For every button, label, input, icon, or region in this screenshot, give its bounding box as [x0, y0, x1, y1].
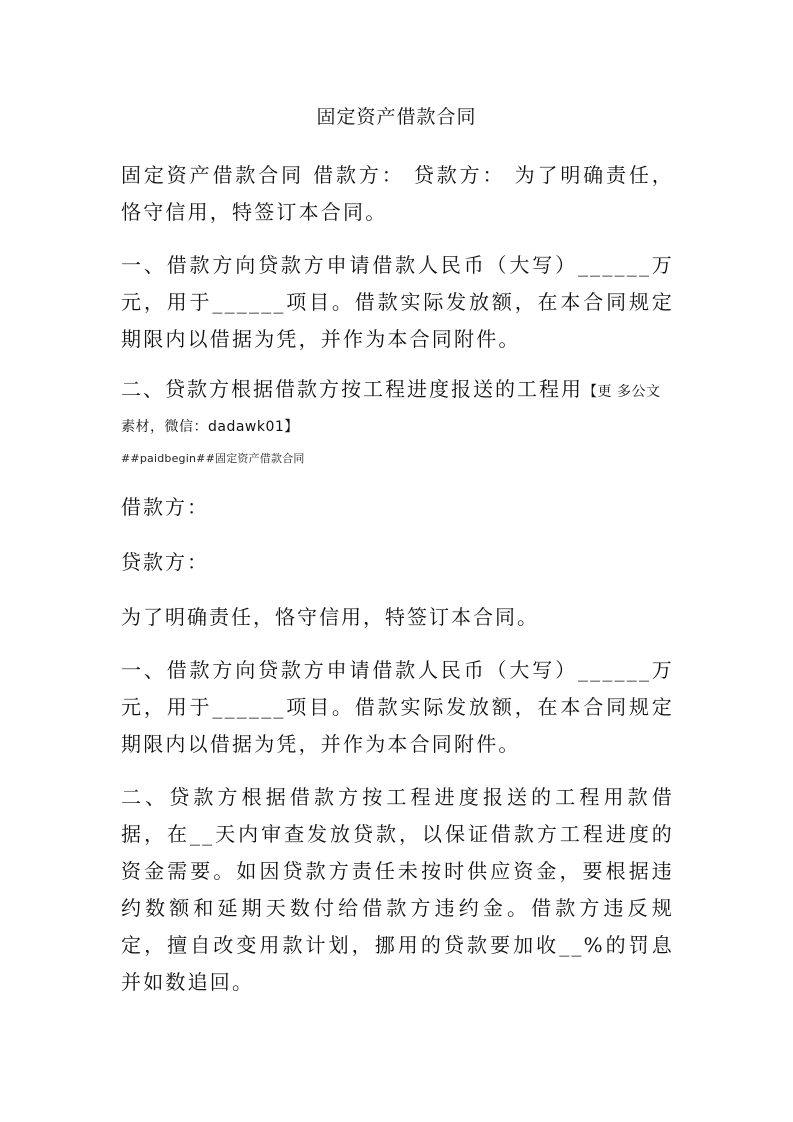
- clause-one-repeat-paragraph: 一、借款方向贷款方申请借款人民币（大写）______万元，用于______项目。借款实际发放额，在本合同规定期限内以借据为凭，并作为本合同附件。: [121, 658, 674, 756]
- intro-paragraph: 固定资产借款合同 借款方： 贷款方： 为了明确责任，恪守信用，特签订本合同。: [121, 163, 674, 224]
- document-title: 固定资产借款合同: [316, 106, 477, 128]
- promo-note: 【更 多公文素材，微信：dadawk01】: [121, 384, 661, 435]
- borrower-line: 借款方：: [121, 495, 209, 519]
- clause-one-paragraph: 一、借款方向贷款方申请借款人民币（大写）______万元，用于______项目。借款实际发放额，在本合同规定期限内以借据为凭，并作为本合同附件。: [121, 253, 674, 351]
- lender-line: 贷款方：: [121, 550, 209, 574]
- paid-marker: ##paidbegin##固定资产借款合同: [121, 452, 305, 465]
- promo-main-text: 二、贷款方根据借款方按工程进度报送的工程用: [121, 377, 583, 401]
- purpose-line: 为了明确责任，恪守信用，特签订本合同。: [121, 605, 539, 629]
- document-content: [121, 157, 674, 1001]
- clause-two-paragraph: 二、贷款方根据借款方按工程进度报送的工程用款借据，在__天内审查发放贷款，以保证借款方工程进度的资金需要。如因贷款方责任未按时供应资金，要根据违约数额和延期天数付给借款方违约金。借款方违反规定，擅自改变用款计划，挪用的贷款要加收__%的罚息并如数追回。: [121, 785, 674, 994]
- promo-paragraph: [121, 373, 674, 443]
